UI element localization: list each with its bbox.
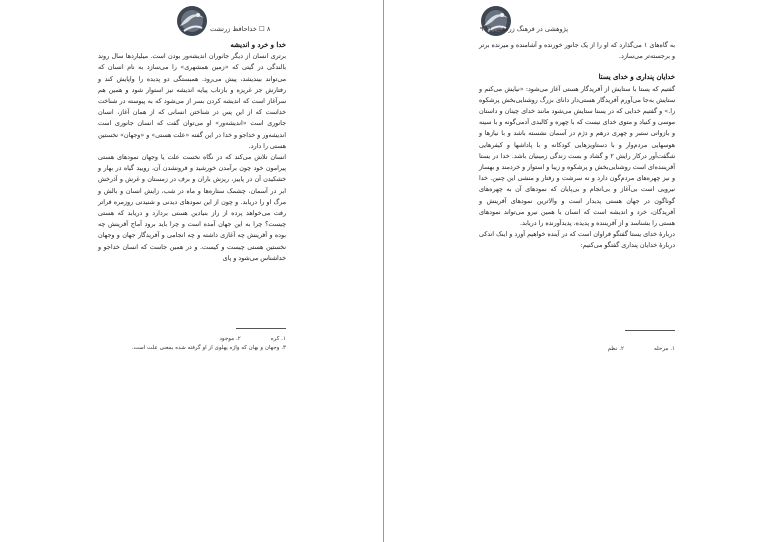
footnote-divider	[236, 328, 286, 329]
running-header: پژوهشی در فرهنگ زرتشتی ☐ ٩	[480, 25, 569, 33]
paragraph: دربارهٔ خدای یستا گفتگو فراوان است که در آینده خواهیم آورد و اینک اندکی دربارهٔ خدایان پنداری گفتگو می‌کنیم:	[479, 231, 675, 250]
footnote: ٢. نظم	[607, 346, 625, 352]
logo-emblem-icon	[172, 4, 212, 40]
footnote: ٢. موجود	[219, 336, 241, 342]
paragraph: برتری انسان از دیگر جانوران اندیشه‌ور بودن است. میلیاردها سال روند بالندگی در گیتی که «زمین همشهری» را می‌سازد به نام انسان که می‌تواند بیندیشد، پیش می‌رود. همبستگی دو پدیده را واپایش کند و رفتارش جز غریزه و بازتاب پیایه اندیشه نیز استوار شود و همین هم سرآغاز است که اندیشه کردن بسر از می‌شود که به پیوسته در شناخت خداست که از این پس در شناختن انسانی که از همان آغاز، انسان جانوری است «اندیشه‌ور» او می‌توان گفت که انسان جانوری است اندیشه‌ور و خداجو و خدا در این گفته «علت هستی» و «وجهان» نخستین هستی را دارد.	[98, 53, 286, 150]
right-page	[384, 0, 768, 542]
paragraph: گفتیم که یستا با ستایش از آفریدگار هستی آغاز می‌شود: «نیایش می‌کنم و ستایش به‌جا می‌آورم آفریدگار هستی‌دار دانای بزرگ روشنایی‌بخش پرشکوه را.» و گفتیم خدایی که در یستا ستایش می‌شود مانند خدای چینان و داستان موسی و کنیاد و متوی خدای نیست که با چهره و کالبدی آدمی‌گونه و با سینه و بازوانی ستبر و چهری درهم و دژم در آسمان نشسته باشد و با نیازها و هوسهایی مردم‌وار و با دستاویزهایی کودکانه و با پاداشها و کیفرهایی شگفت‌آور درکار رایش ٢ و گشاد و بست زندگی زمینیان باشد. خدا در یستا آفریننده‌ای است روشنایی‌بخش و پرشکوه و زیبا و استوار و خردمند و بهساز و نیز چهره‌های مردم‌گون دارد و نه سرشت و رفتار و منشی این چنین. خدا نیرویی است بی‌آغاز و بی‌انجام و بی‌پایان که نمودهای آن به چهره‌های گوناگون در جهان هستی پدیدار است و والاترین نمودهای آفرینش و آفریدگان، خرد و اندیشه است که انسان با همین نیرو می‌تواند نمودهای هستی را بشناسد و از آفریننده و پدیده، پدیدآورنده را دریابد.	[479, 85, 675, 228]
body-text	[98, 40, 286, 264]
footnotes	[96, 335, 286, 353]
running-header: ٨ ☐ خداحافظ زرتشت	[210, 25, 271, 33]
footnote: ٣. وجهان و بهان که واژه پهلوی از او گرفته شده بمعنی علت است.	[131, 345, 286, 351]
section-title: خدایان پنداری و خدای یستا	[598, 73, 675, 82]
logo-emblem-icon	[476, 4, 516, 40]
body-text	[479, 40, 675, 252]
paragraph: انسان تلاش می‌کند که در نگاه نخست علت یا وجهان نمودهای هستی پیرامون خود چون برآمدن خورشید و فرونشدن آن، رویید گیاه در بهار و خشکیدن آن در پاییز، ریزش باران و برف در زمستان و غرش و آذرخش ابر در آسمان، چشمک ستاره‌ها و ماه در شب، زایش انسان و بالش و مرگ او را دریابد. و چون از این نمودهای دیدنی و شنیدنی روزمره فراتر رفت می‌خواهد پرده از راز بنیادین هستی بردارد و دریابد که هستی چیست؟ چرا به این جهان آمده است و چرا باید برود آماج آفرینش چه بوده و آفرینش چه آغازی داشته و چه انجامی و آفریدگار جهان و وجهان نخستین هستی چیست و کیست. و در همین جاست که انسان خداجو و خداشناس می‌شود و پای	[98, 154, 286, 262]
footnote: ١. کره	[270, 336, 286, 342]
footnotes	[479, 345, 675, 354]
footnote: ١. مرحله	[654, 346, 675, 352]
footnote-divider	[625, 330, 675, 331]
section-title: خدا و خرد و اندیشه	[230, 41, 286, 49]
intro-paragraph: به گاه‌های ١ می‌گذارد که او را از یک جانور خورنده و آشامنده و میرنده برتر و برجسته‌تر می‌سازد.	[479, 42, 676, 61]
